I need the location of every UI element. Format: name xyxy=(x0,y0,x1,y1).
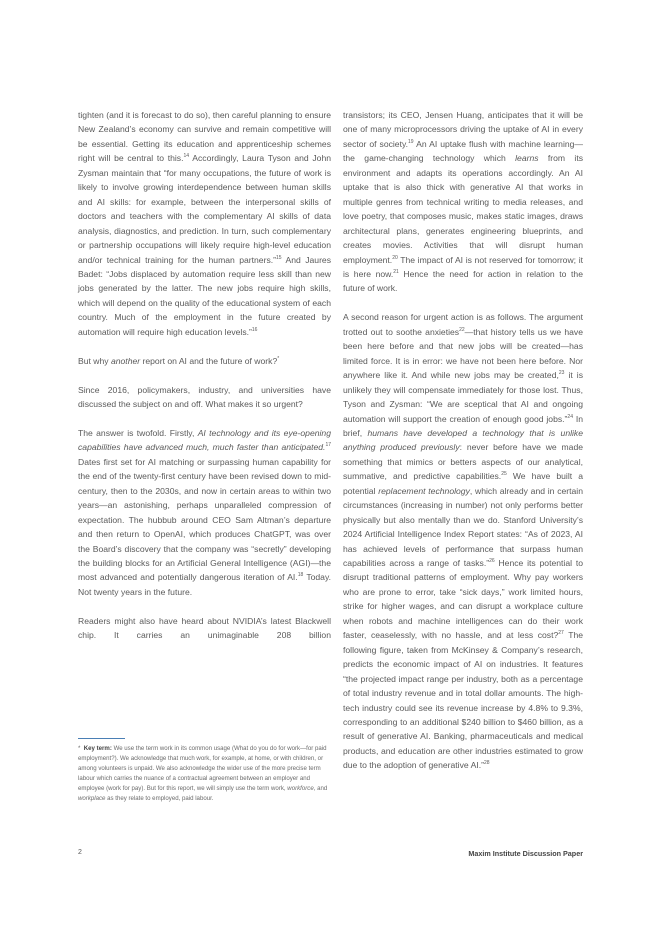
footnote-italic: workforce xyxy=(287,785,314,793)
italic-text: learns xyxy=(515,153,539,164)
footer-title: Maxim Institute Discussion Paper xyxy=(468,849,583,858)
footnote-reference[interactable]: 20 xyxy=(392,254,398,261)
text-run: —that history tells us we have been here before and that new jobs will be created—has limited force. It is in error: we have not been here before. Nor anywhere like it. And while new jobs may be created, xyxy=(343,326,583,381)
footnote-label: Key term: xyxy=(83,745,112,752)
paragraph xyxy=(343,310,583,773)
footnote xyxy=(78,744,331,805)
italic-text: another xyxy=(110,355,141,366)
paragraph xyxy=(343,108,583,296)
text-run: Today. Not twenty years in the future. xyxy=(78,572,332,597)
text-run: it is unlikely they will compensate immediately for those lost. Thus, Tyson and Zysman: “We are sceptical that AI and ongoing automation will support the creation of enough good jobs.” xyxy=(343,370,583,424)
footnote-reference[interactable]: 27 xyxy=(558,630,564,637)
paragraph xyxy=(78,426,331,599)
text-run: The following figure, taken from McKinsey & Company’s research, predicts the economic impact of AI on industries. It features “the projected impact range per industry, both as a percentage of total industry revenue and in total dollar amounts. The high-tech industry could see its revenue increase by 4.8% to 9.3%, corresponding to an additional $240 billion to $460 billion, as a result of generative AI. Banking, pharmaceuticals and medical products, and education are other industries estimated to grow due to the adoption of generative AI.” xyxy=(343,630,583,771)
footnote-marker: * xyxy=(78,745,81,752)
left-column xyxy=(78,108,331,643)
text-run: from its environment and adapts its operations accordingly. An AI uptake that is also thick with generative AI that works in multiple genres from technical writing to media releases, and love poetry, that composes music, makes static images, draws architectural plans, generates engineering blueprints, and creates movies. Activities that will disrupt human employment. xyxy=(343,153,584,265)
footnote-reference[interactable]: 15 xyxy=(276,254,282,261)
italic-text: humans have developed a technology that is unlike anything produced previously xyxy=(343,427,583,453)
text-run: We have built a potential xyxy=(343,471,583,496)
text-run: transistors; its CEO, Jensen Huang, anticipates that it will be one of many microprocessors driving the uptake of AI in every sector of society. xyxy=(343,110,583,149)
text-run: report on AI and the future of work? xyxy=(140,355,278,366)
text-run: , which already and in certain circumstances (increasing in number) not only performs better physically but also mentally than we do. Stanford University’s 2024 Artificial Intelligence Index Report states: “As of 2023, AI has achieved levels of performance that surpass human capabilities across a range of tasks.” xyxy=(343,485,583,569)
footnote-reference[interactable]: 14 xyxy=(183,153,190,160)
paragraph xyxy=(78,108,331,339)
text-run: tighten (and it is forecast to do so), then careful planning to ensure New Zealand’s economy can survive and remain competitive will be essential. Getting its education and apprenticeship schemes right will be central to this. xyxy=(78,110,331,164)
footnote-reference[interactable]: 24 xyxy=(567,413,573,420)
footnote-reference[interactable]: * xyxy=(277,355,280,362)
footnote-divider xyxy=(78,738,125,739)
footnote-text: We use the term work in its common usage (What do you do for work—for paid employment?). We acknowledge that much work, for example, at home, or with children, or among volunteers is unpaid. We also acknowledge the wider use of the more precise term labour which carries the nuance of a contractual agreement between an employer and employee (work for pay). But for this report, we will simply use the term work, xyxy=(78,745,327,793)
text-run: Hence its potential to disrupt traditional patterns of employment. Why pay workers who are prone to error, take “sick days,” work limited hours, strike for higher wages, and can disrupt a workplace culture when robots and machine intelligences can do their work faster, ceaselessly, with no hassle, and at less cost? xyxy=(343,558,583,641)
text-run: And Jaures Badet: “Jobs displaced by automation require less skill than new jobs generated by the latter. The new jobs require high skills, which will depend on the quality of the educational system of each country. Much of the employment in the future created by automation will require high education levels.” xyxy=(78,254,332,337)
text-run: But why xyxy=(78,355,111,366)
italic-text: AI technology and its eye-opening capabilities have advanced much, much faster than anticipated. xyxy=(78,427,331,453)
footnote-reference[interactable]: 21 xyxy=(393,268,399,275)
text-run: : never before have we made something that mimics or betters aspects of our analytical, summative, and predictive capabilities. xyxy=(343,442,583,482)
footnote-reference[interactable]: 18 xyxy=(297,572,304,579)
text-run: The impact of AI is not reserved for tomorrow; it is here now. xyxy=(343,254,583,279)
footnote-text: as they relate to employed, paid labour. xyxy=(105,795,214,803)
right-column xyxy=(343,108,583,787)
footnote-reference[interactable]: 19 xyxy=(408,138,414,145)
footnote-reference[interactable]: 16 xyxy=(251,326,258,333)
italic-text: replacement technology xyxy=(378,485,470,496)
paragraph xyxy=(78,614,331,643)
text-run: Dates first set for AI matching or surpassing human capability for the end of the twenty-first century have been revised down to mid-century, then to the 2030s, and now in certain areas to within two years—an astonishing, perhaps unparalleled compression of expectation. The hubbub around CEO Sam Altman’s departure and then return to OpenAI, which produces ChatGPT, was over the Board’s discovery that the company was “secretly” developing the building blocks for an Artificial General Intelligence (AGI)—the most advanced and potentially dangerous iteration of AI. xyxy=(78,456,331,583)
paragraph xyxy=(78,383,331,412)
footnote-reference[interactable]: 17 xyxy=(325,442,331,449)
text-run: Readers might also have heard about NVIDIA’s latest Blackwell chip. It carries an unimaginable 208 billion xyxy=(78,615,331,641)
text-run: Hence the need for action in relation to the future of work. xyxy=(343,268,583,294)
text-run: A second reason for urgent action is as follows. The argument trotted out to soothe anxieties xyxy=(343,312,583,337)
text-run: The answer is twofold. Firstly, xyxy=(78,427,198,438)
text-run: An AI uptake flush with machine learning—the game-changing technology which xyxy=(343,138,583,164)
text-run: In brief, xyxy=(343,413,584,438)
text-run: Since 2016, policymakers, industry, and universities have discussed the subject on and off. What makes it so urgent? xyxy=(78,384,331,410)
footnote-reference[interactable]: 22 xyxy=(459,326,465,333)
footnote-text: , and xyxy=(313,785,328,793)
page-number: 2 xyxy=(78,849,82,856)
footnote-reference[interactable]: 25 xyxy=(501,471,507,478)
paragraph xyxy=(78,354,331,368)
footnote-reference[interactable]: 26 xyxy=(489,558,495,565)
footnote-reference[interactable]: 28 xyxy=(483,760,490,767)
footnote-reference[interactable]: 23 xyxy=(558,370,565,377)
text-run: Accordingly, Laura Tyson and John Zysman maintain that “for many occupations, the future of work is likely to involve growing interdependence between human skills and AI skills: for example, between the interpersonal skills of doctors and teachers with the complementary AI skills of data analysis, diagnostics, and prediction. In turn, such complementary or partnership occupations will likely require high-level education and/or technical training for the human partners.” xyxy=(78,153,332,265)
footnote-italic: workplace xyxy=(78,795,106,803)
